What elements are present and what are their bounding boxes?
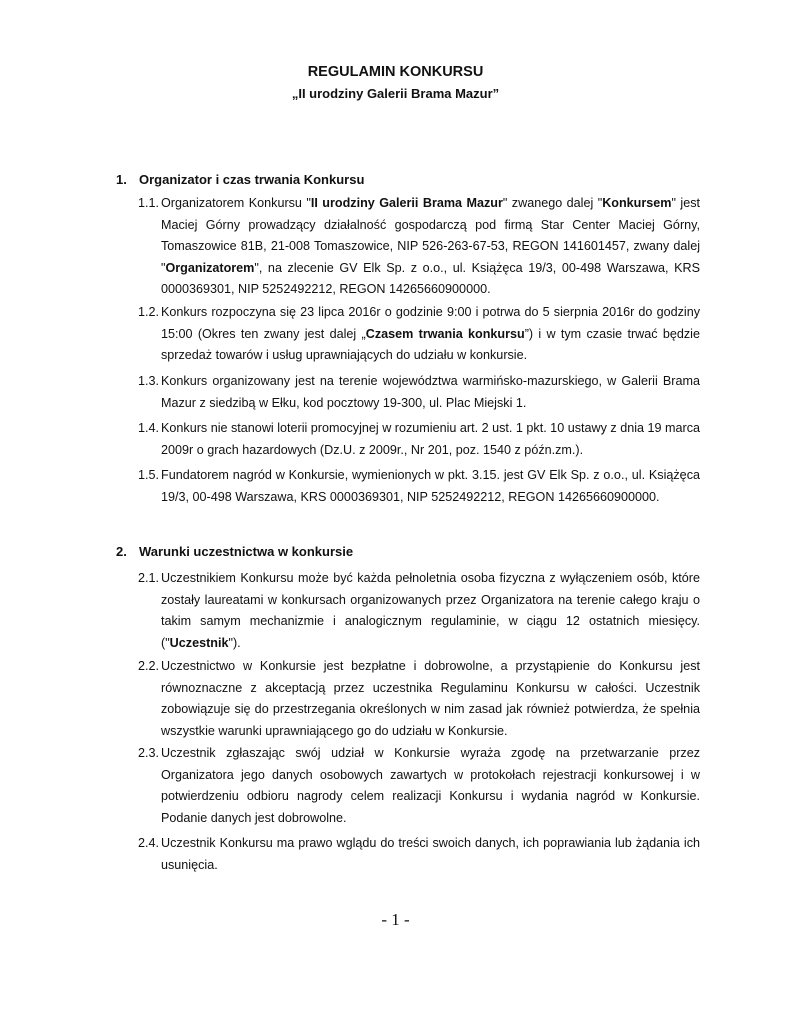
- clause-1-4: [138, 418, 700, 461]
- clause-text: Uczestnik Konkursu ma prawo wglądu do treści swoich danych, ich poprawiania lub żądania ich usunięcia.: [161, 836, 700, 872]
- section-number: 1.: [116, 172, 127, 187]
- section-heading-2: [116, 544, 353, 559]
- clause-1-3: [138, 371, 700, 414]
- clause-text: Fundatorem nagród w Konkursie, wymienionych w pkt. 3.15. jest GV Elk Sp. z o.o., ul. Książęca 19/3, 00-498 Warszawa, KRS 0000369301, NIP 5252492212, REGON 14265660900000.: [161, 468, 700, 504]
- document-subtitle: „II urodziny Galerii Brama Mazur”: [291, 86, 500, 101]
- clause-2-2: [138, 656, 700, 742]
- clause-text: Organizatorem Konkursu "II urodziny Galerii Brama Mazur" zwanego dalej "Konkursem" jest Maciej Górny prowadzący działalność gospodarczą pod firmą Star Center Maciej Górny, Tomaszowice 81B, 21-008 Tomaszowice, NIP 526-263-67-53, REGON 141601457, zwany dalej "Organizatorem", na zlecenie GV Elk Sp. z o.o., ul. Książęca 19/3, 00-498 Warszawa, KRS 0000369301, NIP 5252492212, REGON 14265660900000.: [161, 196, 700, 296]
- clause-1-1: [138, 193, 700, 301]
- clause-2-4: [138, 833, 700, 876]
- clause-2-1: [138, 568, 700, 654]
- clause-text: Konkurs rozpoczyna się 23 lipca 2016r o godzinie 9:00 i potrwa do 5 sierpnia 2016r do godziny 15:00 (Okres ten zwany jest dalej „Czasem trwania konkursu”) i w tym czasie trwać będzie sprzedaż towarów i usług uprawniających do udziału w konkursie.: [161, 305, 700, 362]
- clause-number: 1.4.: [138, 421, 160, 435]
- clause-number: 1.3.: [138, 374, 160, 388]
- clause-number: 2.2.: [138, 659, 160, 673]
- clause-1-2: [138, 302, 700, 367]
- section-heading-1: [116, 172, 364, 187]
- section-number: 2.: [116, 544, 127, 559]
- clause-number: 2.3.: [138, 746, 160, 760]
- section-title: Organizator i czas trwania Konkursu: [139, 172, 365, 187]
- clause-number: 1.2.: [138, 305, 160, 319]
- section-title: Warunki uczestnictwa w konkursie: [139, 544, 354, 559]
- clause-text: Konkurs organizowany jest na terenie województwa warmińsko-mazurskiego, w Galerii Brama Mazur z siedzibą w Ełku, kod pocztowy 19-300, ul. Plac Miejski 1.: [161, 374, 700, 410]
- clause-number: 1.1.: [138, 196, 160, 210]
- clause-number: 1.5.: [138, 468, 160, 482]
- clause-1-5: [138, 465, 700, 508]
- document-title: REGULAMIN KONKURSU: [307, 64, 484, 80]
- page-number: - 1 -: [381, 910, 410, 929]
- clause-text: Uczestnikiem Konkursu może być każda pełnoletnia osoba fizyczna z wyłączeniem osób, które zostały laureatami w konkursach organizowanych przez Organizatora na terenie całego kraju o takim samym mechanizmie i analogicznym regulaminie, w ciągu 12 ostatnich miesięcy. ("Uczestnik").: [161, 571, 700, 650]
- clause-number: 2.1.: [138, 571, 160, 585]
- clause-2-3: [138, 743, 700, 829]
- clause-text: Uczestnictwo w Konkursie jest bezpłatne i dobrowolne, a przystąpienie do Konkursu jest równoznaczne z akceptacją przez uczestnika Regulaminu Konkursu w całości. Uczestnik zobowiązuje się do przestrzegania określonych w nim zasad jak również potwierdza, że spełnia wszystkie warunki uprawniającego go do udziału w Konkursie.: [161, 659, 700, 738]
- clause-number: 2.4.: [138, 836, 160, 850]
- clause-text: Konkurs nie stanowi loterii promocyjnej w rozumieniu art. 2 ust. 1 pkt. 10 ustawy z dnia 19 marca 2009r o grach hazardowych (Dz.U. z 2009r., Nr 201, poz. 1540 z późn.zm.).: [161, 421, 700, 457]
- clause-text: Uczestnik zgłaszając swój udział w Konkursie wyraża zgodę na przetwarzanie przez Organizatora jego danych osobowych zawartych w protokołach rejestracji konkursowej i w potwierdzeniu odbioru nagrody celem realizacji Konkursu i wydania nagród w Konkursie. Podanie danych jest dobrowolne.: [161, 746, 700, 825]
